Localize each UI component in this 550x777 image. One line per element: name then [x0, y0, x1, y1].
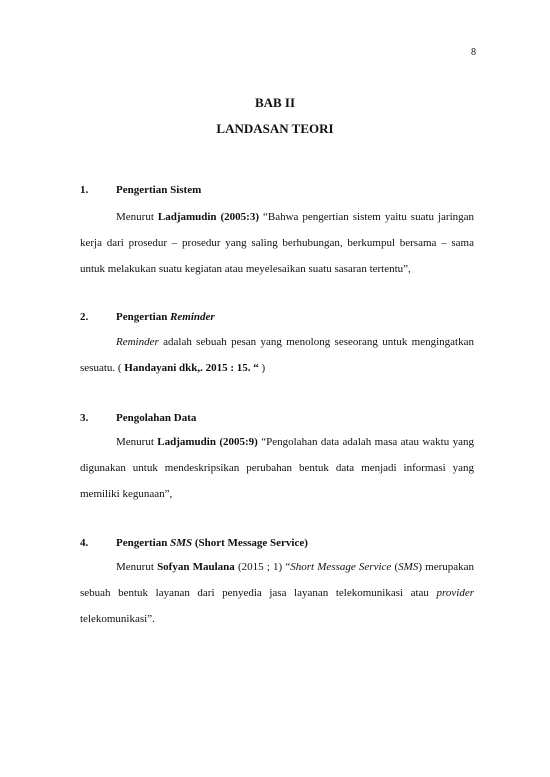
paragraph-line: Reminder adalah sebuah pesan yang menolong seseorang untuk mengingatkan	[116, 336, 474, 348]
paragraph-line: telekomunikasi”.	[80, 613, 155, 625]
paragraph-line: sebuah bentuk layanan dari penyedia jasa layanan telekomunikasi atau provider	[80, 587, 474, 599]
section-heading-4: 4. Pengertian SMS (Short Message Service)	[80, 537, 308, 549]
section-number: 1.	[80, 184, 89, 196]
section-title: Pengolahan Data	[116, 412, 197, 424]
paragraph-line: sesuatu. ( Handayani dkk,. 2015 : 15. “ )	[80, 362, 266, 374]
paragraph-line: Menurut Ladjamudin (2005:9) “Pengolahan data adalah masa atau waktu yang	[116, 436, 474, 448]
section-number: 2.	[80, 311, 89, 323]
paragraph-line: Menurut Ladjamudin (2005:3) “Bahwa pengertian sistem yaitu suatu jaringan	[116, 211, 475, 223]
chapter-subtitle: LANDASAN TEORI	[216, 121, 334, 136]
paragraph-line: kerja dari prosedur – prosedur yang saling berhubungan, berkumpul bersama – sama	[80, 237, 474, 249]
section-heading-3	[80, 412, 196, 424]
section-heading-1	[80, 184, 201, 196]
section-paragraph-1	[80, 204, 474, 282]
section-paragraph-4	[80, 554, 474, 632]
paragraph-line: untuk melakukan suatu kegiatan atau meyelesaikan suatu sasaran tertentu”,	[80, 263, 411, 275]
paragraph-line: Menurut Sofyan Maulana (2015 ; 1) “Short Message Service (SMS) merupakan	[116, 561, 475, 573]
section-paragraph-2	[80, 329, 474, 381]
section-heading-2: 2. Pengertian Reminder	[80, 311, 215, 323]
section-paragraph-3	[80, 429, 474, 507]
chapter-title: BAB II	[254, 95, 296, 110]
paragraph-line: digunakan untuk mendeskripsikan perubahan bentuk data menjadi informasi yang	[80, 462, 474, 474]
paragraph-line: memiliki kegunaan”,	[80, 488, 173, 500]
section-number: 4.	[80, 537, 89, 549]
section-title: Pengertian Sistem	[116, 184, 202, 196]
page-number: 8	[471, 47, 476, 58]
section-number: 3.	[80, 412, 89, 424]
